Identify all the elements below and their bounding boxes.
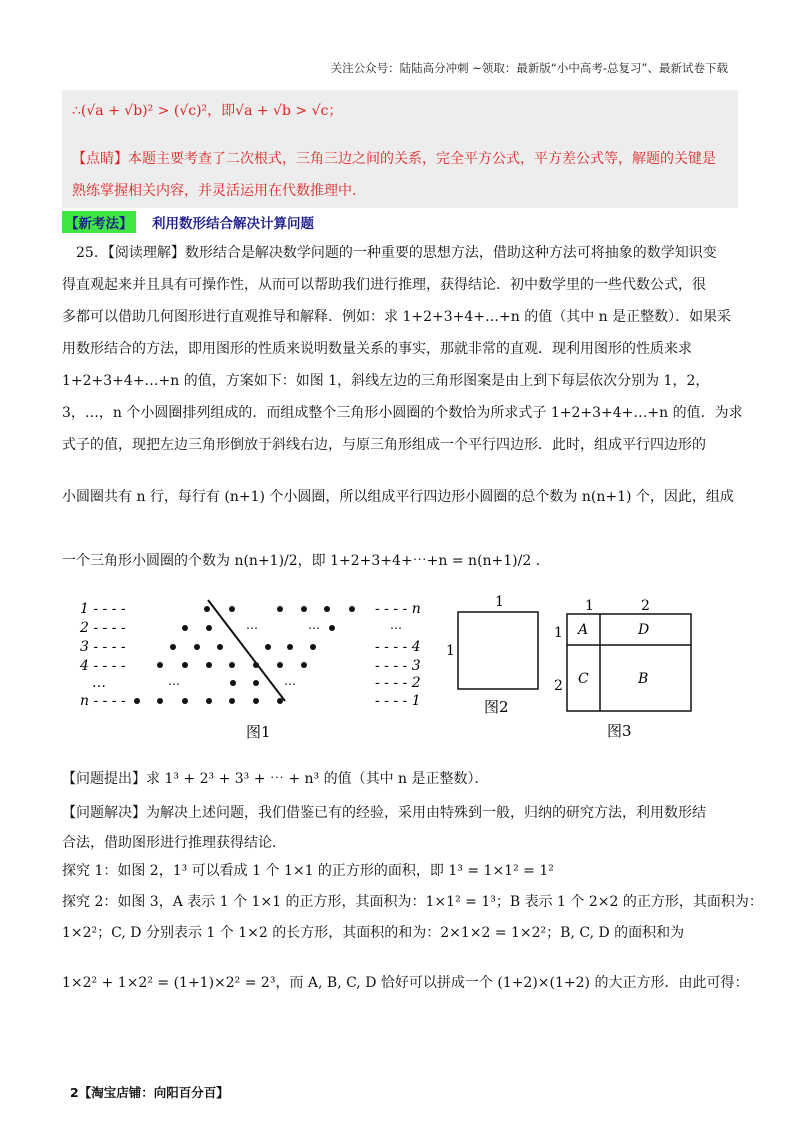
fig1-right-label-3: - - - - 3 [375, 658, 421, 674]
fig3-side-label-1: 1 [554, 625, 563, 641]
fig1-diagonal-line [208, 600, 285, 701]
fig3-cell-c: C [578, 671, 589, 687]
section-title: 利用数形结合解决计算问题 [152, 216, 314, 232]
problem-line-6: 1×2²；C, D 分别表示 1 个 1×2 的长方形，其面积的和为：2×1×2 = 1×2²；B, C, D 的面积和为 [62, 925, 685, 941]
para-line-5: 1+2+3+4+…+n 的值，方案如下：如图 1，斜线左边的三角形图案是由上到下每层依次分别为 1，2， [62, 373, 710, 389]
fig2-side-label: 1 [446, 643, 455, 659]
fig3-cell-d: D [638, 622, 650, 638]
para-line-2: 得直观起来并且具有可操作性，从而可以帮助我们进行推理，获得结论．初中数学里的一些代数公式，很 [62, 277, 706, 293]
fig2-square [458, 612, 538, 689]
fig1-right-label-2: - - - - 4 [375, 639, 421, 655]
fig1-ellipsis-3: … [390, 618, 402, 632]
tip-line-2: 熟练掌握相关内容，并灵活运用在代数推理中. [72, 183, 357, 199]
fig1-caption: 图1 [246, 723, 271, 741]
para-line-9: 一个三角形小圆圈的个数为 n(n+1)/2，即 1+2+3+4+⋯+n = n(n+1)/2 ． [62, 553, 550, 569]
problem-line-4: 探究 1：如图 2，1³ 可以看成 1 个 1×1 的正方形的面积，即 1³ = 1×1² = 1² [62, 863, 554, 879]
para-line-3: 多都可以借助几何图形进行直观推导和解释．例如：求 1+2+3+4+…+n 的值（其中 n 是正整数）．如果采 [62, 309, 732, 325]
para-line-6: 3，…，n 个小圆圈排列组成的．而组成整个三角形小圆圈的个数恰为所求式子 1+2+3+4+…+n 的值．为求 [62, 405, 743, 421]
fig1-left-label-5: … [92, 675, 106, 691]
fig3-cell-b: B [638, 671, 649, 687]
page-header: 关注公众号：陆陆高分冲刺 ~领取：最新版“小中高考-总复习”、最新试卷下载 [330, 61, 728, 75]
fig1-ellipsis-2: … [308, 618, 320, 632]
fig1-left-label-3: 3 - - - - [80, 639, 126, 655]
fig1-ellipsis-1: … [246, 618, 258, 632]
fig1-left-label-4: 4 - - - - [80, 658, 126, 674]
figure-2 [440, 590, 550, 720]
para-line-1: 25．【阅读理解】数形结合是解决数学问题的一种重要的思想方法，借助这种方法可将抽象的数学知识变 [76, 245, 717, 261]
problem-line-7: 1×2² + 1×2² = (1+1)×2² = 2³，而 A, B, C, D 恰好可以拼成一个 (1+2)×(1+2) 的大正方形．由此可得： [62, 975, 749, 991]
fig3-cell-a: A [578, 622, 589, 638]
problem-line-1: 【问题提出】求 1³ + 2³ + 3³ + ⋯ + n³ 的值（其中 n 是正整数）． [62, 771, 489, 787]
fig1-right-label-1: - - - - n [375, 601, 421, 617]
fig1-ellipsis-5: … [284, 674, 296, 688]
tip-line-1: 【点睛】本题主要考查了二次根式，三角三边之间的关系，完全平方公式，平方差公式等，解题的关键是 [72, 151, 716, 167]
para-line-4: 用数形结合的方法，即用图形的性质来说明数量关系的事实，那就非常的直观．现利用图形的性质来求 [62, 341, 692, 357]
fig1-left-label-6: n - - - - [80, 693, 126, 709]
figure-3 [545, 590, 705, 740]
fig1-dots [134, 606, 355, 704]
fig1-right-label-4: - - - - 2 [375, 675, 421, 691]
fig1-left-label-2: 2 - - - - [80, 620, 126, 636]
para-line-7: 式子的值，现把左边三角形倒放于斜线右边，与原三角形组成一个平行四边形．此时，组成平行四边形的 [62, 437, 706, 453]
para-line-8: 小圆圈共有 n 行，每行有 (n+1) 个小圆圈，所以组成平行四边形小圆圈的总个数为 n(n+1) 个，因此，组成 [62, 489, 734, 505]
page-footer: 2【淘宝店铺：向阳百分百】 [70, 1085, 229, 1100]
fig2-top-label: 1 [495, 594, 504, 610]
fig3-top-label-2: 2 [641, 598, 650, 614]
conclusion-line: ∴(√a + √b)² > (√c)²，即√a + √b > √c； [72, 103, 343, 119]
fig3-caption: 图3 [607, 722, 632, 740]
fig1-right-label-5: - - - - 1 [375, 693, 421, 709]
fig3-side-label-2: 2 [554, 678, 563, 694]
figure-1 [70, 595, 440, 745]
problem-line-2: 【问题解决】为解决上述问题，我们借鉴已有的经验，采用由特殊到一般，归纳的研究方法，利用数形结 [62, 805, 706, 821]
problem-line-5: 探究 2：如图 3，A 表示 1 个 1×1 的正方形，其面积为：1×1² = 1³；B 表示 1 个 2×2 的正方形，其面积为： [62, 894, 763, 910]
problem-line-3: 合法，借助图形进行推理获得结论． [62, 835, 286, 851]
solution-box [62, 90, 738, 208]
fig1-left-label-1: 1 - - - - [80, 601, 126, 617]
fig3-top-label-1: 1 [585, 598, 594, 614]
section-tag: 【新考法】 [62, 211, 136, 233]
fig1-ellipsis-4: … [168, 674, 180, 688]
fig2-caption: 图2 [484, 698, 509, 716]
